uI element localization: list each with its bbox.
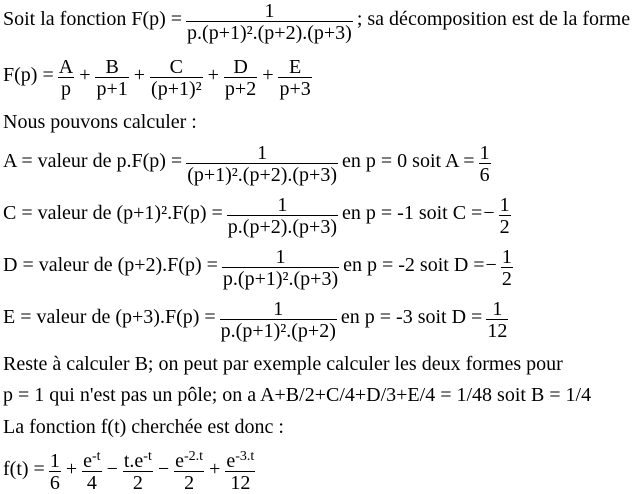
- fraction-denominator: 2: [184, 472, 195, 494]
- minus-sign: −: [485, 254, 497, 276]
- plus-operator: +: [79, 64, 91, 86]
- fraction-numerator: [123, 451, 153, 471]
- coefficient-evaluation: en p = -3 soit D =: [340, 306, 483, 328]
- calculation-intro-text: Nous pouvons calculer :: [3, 111, 197, 133]
- plus-operator: +: [207, 64, 219, 86]
- coefficient-lhs: C = valeur de (p+1)².F(p) =: [3, 202, 223, 224]
- coefficient-lhs: A = valeur de p.F(p) =: [3, 150, 183, 172]
- numerator-base: e: [175, 450, 185, 472]
- decomposition-lhs: F(p) =: [3, 64, 54, 86]
- numerator-base: e: [226, 450, 236, 472]
- fraction-numerator: 1: [277, 194, 288, 216]
- fraction-denominator: 2: [132, 472, 143, 494]
- coefficient-result-fraction: [501, 247, 513, 288]
- fraction-denominator: p: [60, 78, 71, 100]
- coefficient-lhs: E = valeur de (p+3).F(p) =: [3, 306, 216, 328]
- fraction-numerator: [225, 451, 255, 471]
- plus-operator: +: [209, 458, 221, 480]
- fraction-numerator: 1: [501, 246, 512, 268]
- fraction-denominator: 6: [49, 472, 60, 494]
- term-1-fraction: [49, 451, 61, 492]
- numerator-exponent: -2.t: [184, 449, 204, 464]
- coefficient-evaluation: en p = -2 soit D =: [343, 254, 485, 276]
- coefficient-evaluation: en p = -1 soit C =: [342, 202, 483, 224]
- coefficient-result-fraction: [486, 299, 508, 340]
- term-2-fraction: [82, 451, 101, 492]
- plus-operator: +: [65, 458, 78, 480]
- numerator-exponent: -t: [143, 449, 152, 464]
- term-b-fraction: [95, 57, 128, 98]
- plus-operator: +: [133, 64, 146, 86]
- coefficient-fraction: [222, 247, 339, 288]
- fraction-numerator: 1: [499, 194, 510, 216]
- fraction-denominator: (p+1)²: [151, 78, 202, 100]
- plus-operator: +: [262, 64, 274, 86]
- term-a-fraction: [58, 57, 74, 98]
- term-c-fraction: [150, 57, 203, 98]
- coefficient-fraction: [186, 143, 338, 184]
- fraction-numerator: 1: [479, 142, 490, 164]
- fraction-denominator: p.(p+1)².(p+3): [222, 268, 339, 290]
- remaining-b-text-2: p = 1 qui n'est pas un pôle; on a A+B/2+C/4+D/3+E/4 = 1/48 soit B = 1/4: [3, 384, 592, 406]
- coefficient-evaluation: en p = 0 soit A =: [342, 150, 475, 172]
- minus-operator: −: [106, 458, 118, 480]
- fraction-denominator: p.(p+1)².(p+2): [220, 320, 336, 342]
- coefficient-fraction: [220, 299, 337, 340]
- coefficient-a-line: [3, 143, 495, 184]
- coefficient-lhs: D = valeur de (p+2).F(p) =: [3, 254, 218, 276]
- fraction-denominator: 12: [230, 472, 251, 494]
- coefficient-d-line: [3, 247, 517, 288]
- fraction-numerator: 1: [257, 142, 268, 164]
- function-definition-line: [3, 1, 630, 42]
- fraction-numerator: E: [289, 56, 302, 78]
- fraction-numerator: A: [58, 56, 74, 78]
- term-4-fraction: [174, 451, 204, 492]
- fraction-numerator: D: [233, 56, 248, 78]
- term-3-fraction: [123, 451, 153, 492]
- minus-operator: −: [157, 458, 170, 480]
- term-5-fraction: [225, 451, 255, 492]
- fraction-numerator: 1: [492, 298, 503, 320]
- fraction-denominator: p+1: [96, 78, 128, 100]
- remaining-b-text-1: Reste à calculer B; on peut par exemple calculer les deux formes pour: [3, 353, 563, 375]
- coefficient-result-fraction: [479, 143, 491, 184]
- fraction-denominator: p+2: [224, 78, 257, 100]
- fraction-denominator: p.(p+2).(p+3): [227, 216, 337, 238]
- fraction-numerator: [174, 451, 204, 471]
- numerator-exponent: -t: [92, 449, 101, 464]
- function-definition-suffix: ; sa décomposition est de la forme: [356, 8, 631, 30]
- time-function-lhs: f(t) =: [3, 458, 45, 480]
- fraction-numerator: [82, 451, 101, 471]
- fraction-denominator: p+3: [279, 78, 311, 100]
- coefficient-fraction: [227, 195, 338, 236]
- fraction-numerator: 1: [275, 246, 286, 268]
- fraction-numerator: B: [105, 56, 119, 78]
- conclusion-line: [3, 409, 284, 437]
- numerator-exponent: -3.t: [235, 449, 255, 464]
- fraction-denominator: 12: [487, 320, 508, 342]
- coefficient-c-line: [3, 195, 515, 236]
- minus-sign: −: [483, 202, 495, 224]
- term-d-fraction: [224, 57, 257, 98]
- fraction-denominator: 6: [479, 164, 490, 186]
- fraction-denominator: p.(p+1)².(p+2).(p+3): [187, 22, 352, 44]
- fraction-denominator: 4: [86, 472, 97, 494]
- fraction-numerator: 1: [49, 450, 60, 472]
- numerator-base: t.e: [123, 450, 144, 472]
- conclusion-text: La fonction f(t) cherchée est donc :: [3, 416, 284, 438]
- fraction-denominator: 2: [501, 268, 512, 290]
- time-function-line: [3, 451, 259, 492]
- fraction-denominator: (p+1)².(p+2).(p+3): [187, 164, 337, 186]
- calculation-intro-line: [3, 104, 197, 132]
- numerator-base: e: [83, 450, 92, 472]
- decomposition-line: [3, 57, 316, 98]
- coefficient-e-line: [3, 299, 512, 340]
- remaining-b-line-1: [3, 346, 563, 374]
- function-definition-prefix: Soit la fonction F(p) =: [3, 8, 183, 30]
- remaining-b-line-2: [3, 377, 591, 405]
- function-fraction: [186, 1, 353, 42]
- fraction-numerator: C: [169, 56, 183, 78]
- term-e-fraction: [278, 57, 311, 98]
- coefficient-result-fraction: [499, 195, 511, 236]
- fraction-numerator: 1: [264, 0, 275, 22]
- fraction-numerator: 1: [273, 298, 284, 320]
- fraction-denominator: 2: [499, 216, 510, 238]
